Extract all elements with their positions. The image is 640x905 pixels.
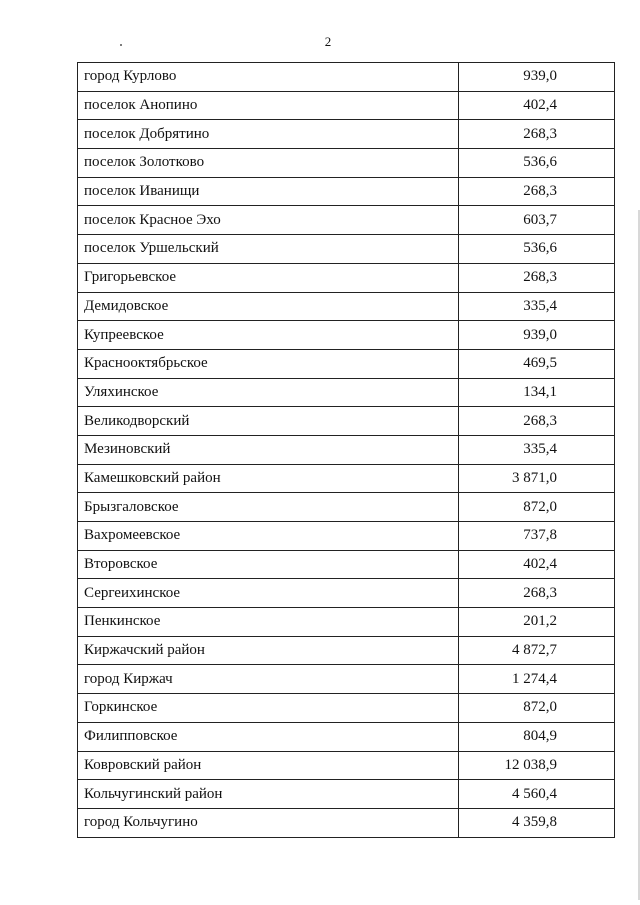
row-value-cell: 939,0 bbox=[459, 321, 615, 350]
row-name-cell: поселок Уршельский bbox=[78, 235, 459, 264]
allocation-table bbox=[77, 62, 615, 838]
table-row bbox=[78, 435, 615, 464]
row-value-cell: 872,0 bbox=[459, 694, 615, 723]
row-name-cell: Мезиновский bbox=[78, 435, 459, 464]
table-row bbox=[78, 493, 615, 522]
row-value-cell: 939,0 bbox=[459, 63, 615, 92]
table-row bbox=[78, 407, 615, 436]
row-name-cell: Купреевское bbox=[78, 321, 459, 350]
row-value-cell: 402,4 bbox=[459, 550, 615, 579]
row-name-cell: Камешковский район bbox=[78, 464, 459, 493]
table-row bbox=[78, 120, 615, 149]
row-value-cell: 1 274,4 bbox=[459, 665, 615, 694]
row-value-cell: 268,3 bbox=[459, 120, 615, 149]
table-row bbox=[78, 149, 615, 178]
table-row bbox=[78, 636, 615, 665]
row-value-cell: 268,3 bbox=[459, 177, 615, 206]
row-value-cell: 4 359,8 bbox=[459, 808, 615, 837]
row-value-cell: 335,4 bbox=[459, 435, 615, 464]
row-value-cell: 268,3 bbox=[459, 263, 615, 292]
table-row bbox=[78, 780, 615, 809]
row-name-cell: Филипповское bbox=[78, 722, 459, 751]
row-value-cell: 603,7 bbox=[459, 206, 615, 235]
row-name-cell: Пенкинское bbox=[78, 608, 459, 637]
row-name-cell: Горкинское bbox=[78, 694, 459, 723]
table-row bbox=[78, 63, 615, 92]
row-name-cell: поселок Золотково bbox=[78, 149, 459, 178]
row-value-cell: 469,5 bbox=[459, 349, 615, 378]
row-name-cell: Краснооктябрьское bbox=[78, 349, 459, 378]
row-name-cell: поселок Иванищи bbox=[78, 177, 459, 206]
row-name-cell: поселок Анопино bbox=[78, 91, 459, 120]
row-name-cell: Брызгаловское bbox=[78, 493, 459, 522]
row-value-cell: 4 560,4 bbox=[459, 780, 615, 809]
row-name-cell: поселок Красное Эхо bbox=[78, 206, 459, 235]
table-row bbox=[78, 522, 615, 551]
table-row bbox=[78, 292, 615, 321]
table-row bbox=[78, 91, 615, 120]
table-row bbox=[78, 808, 615, 837]
table-row bbox=[78, 177, 615, 206]
row-value-cell: 134,1 bbox=[459, 378, 615, 407]
row-value-cell: 737,8 bbox=[459, 522, 615, 551]
row-value-cell: 402,4 bbox=[459, 91, 615, 120]
row-name-cell: Второвское bbox=[78, 550, 459, 579]
row-value-cell: 536,6 bbox=[459, 149, 615, 178]
row-value-cell: 268,3 bbox=[459, 407, 615, 436]
table-row bbox=[78, 321, 615, 350]
table-row bbox=[78, 665, 615, 694]
row-value-cell: 3 871,0 bbox=[459, 464, 615, 493]
row-name-cell: Киржачский район bbox=[78, 636, 459, 665]
page-number: 2 bbox=[324, 34, 332, 49]
row-value-cell: 335,4 bbox=[459, 292, 615, 321]
row-name-cell: город Курлово bbox=[78, 63, 459, 92]
row-value-cell: 872,0 bbox=[459, 493, 615, 522]
row-name-cell: Великодворский bbox=[78, 407, 459, 436]
row-name-cell: Вахромеевское bbox=[78, 522, 459, 551]
row-name-cell: Сергеихинское bbox=[78, 579, 459, 608]
row-name-cell: город Кольчугино bbox=[78, 808, 459, 837]
row-value-cell: 804,9 bbox=[459, 722, 615, 751]
row-value-cell: 201,2 bbox=[459, 608, 615, 637]
table-row bbox=[78, 235, 615, 264]
table-row bbox=[78, 608, 615, 637]
table-row bbox=[78, 722, 615, 751]
row-name-cell: Кольчугинский район bbox=[78, 780, 459, 809]
row-value-cell: 268,3 bbox=[459, 579, 615, 608]
row-name-cell: поселок Добрятино bbox=[78, 120, 459, 149]
row-name-cell: Ковровский район bbox=[78, 751, 459, 780]
row-value-cell: 4 872,7 bbox=[459, 636, 615, 665]
table-row bbox=[78, 206, 615, 235]
row-name-cell: город Киржач bbox=[78, 665, 459, 694]
row-name-cell: Демидовское bbox=[78, 292, 459, 321]
table-row bbox=[78, 751, 615, 780]
row-value-cell: 536,6 bbox=[459, 235, 615, 264]
row-name-cell: Уляхинское bbox=[78, 378, 459, 407]
table-row bbox=[78, 464, 615, 493]
scan-speck bbox=[120, 44, 122, 46]
row-name-cell: Григорьевское bbox=[78, 263, 459, 292]
table-row bbox=[78, 550, 615, 579]
row-value-cell: 12 038,9 bbox=[459, 751, 615, 780]
table-row bbox=[78, 378, 615, 407]
table-row bbox=[78, 263, 615, 292]
table-row bbox=[78, 694, 615, 723]
table-row bbox=[78, 579, 615, 608]
table-row bbox=[78, 349, 615, 378]
table-body bbox=[78, 63, 615, 838]
